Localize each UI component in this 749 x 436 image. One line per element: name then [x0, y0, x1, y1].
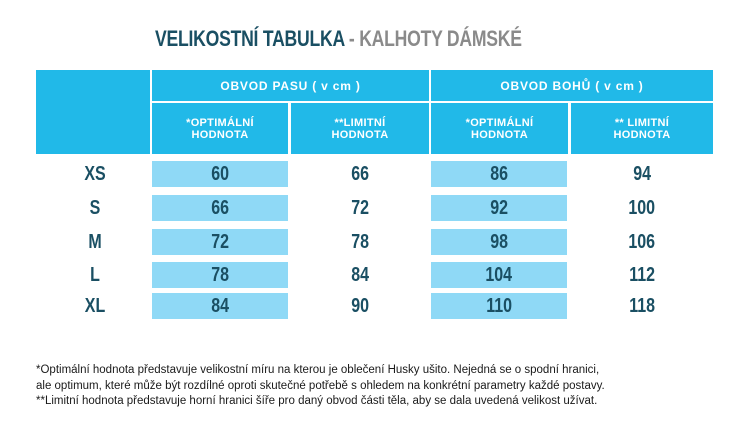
footnote-limit: **Limitní hodnota představuje horní hranici šíře pro daný obvod části těla, aby se dala uvedená velikost užívat.	[36, 395, 598, 407]
title-main: VELIKOSTNÍ TABULKA	[155, 26, 345, 51]
header-hip-label: OBVOD BOHŮ ( v cm )	[500, 78, 644, 93]
table-cell: 84	[351, 263, 369, 286]
table-cell: 112	[629, 263, 655, 286]
table-cell: 60	[152, 161, 288, 187]
header-hip-optimal: *OPTIMÁLNÍ HODNOTA	[431, 103, 568, 154]
header-waist-limit: **LIMITNÍ HODNOTA	[291, 103, 429, 154]
table-cell: 106	[628, 230, 656, 253]
header-waist-group	[152, 70, 429, 101]
table-cell: 98	[431, 229, 567, 255]
header-hip-group	[431, 70, 713, 101]
table-cell: 118	[629, 294, 655, 317]
table-cell: 104	[431, 262, 567, 288]
table-cell: 86	[431, 161, 567, 187]
size-label-s: S	[89, 196, 101, 219]
size-label-m: M	[88, 230, 102, 253]
table-cell: 110	[431, 293, 567, 319]
header-waist-optimal: *OPTIMÁLNÍ HODNOTA	[152, 103, 288, 154]
header-hip-limit: ** LIMITNÍ HODNOTA	[571, 103, 713, 154]
table-cell: 78	[351, 230, 369, 253]
table-cell: 94	[633, 162, 651, 185]
header-waist-label: OBVOD PASU ( v cm )	[220, 78, 361, 93]
table-cell: 90	[351, 294, 369, 317]
title-sub: - KALHOTY DÁMSKÉ	[344, 26, 522, 51]
table-cell: 72	[152, 229, 288, 255]
footnote-optimal-1: *Optimální hodnota představuje velikostní míru na kterou je oblečení Husky ušito. Nejedná se o spodní hranici,	[36, 364, 600, 376]
size-label-l: L	[90, 263, 100, 286]
table-cell: 100	[628, 196, 656, 219]
table-cell: 92	[431, 195, 567, 221]
table-cell: 72	[351, 196, 369, 219]
table-cell: 66	[152, 195, 288, 221]
size-label-xs: XS	[84, 162, 106, 185]
table-cell: 78	[152, 262, 288, 288]
page-title	[155, 26, 522, 52]
footnotes	[36, 363, 726, 410]
footnote-optimal-2: ale optimum, které může být rozdílné oproti skutečné potřebě s ohledem na konkrétní parametry každé postavy.	[36, 379, 605, 392]
table-cell: 66	[351, 162, 369, 185]
size-label-xl: XL	[84, 294, 106, 317]
table-cell: 84	[152, 293, 288, 319]
header-corner	[36, 70, 150, 154]
